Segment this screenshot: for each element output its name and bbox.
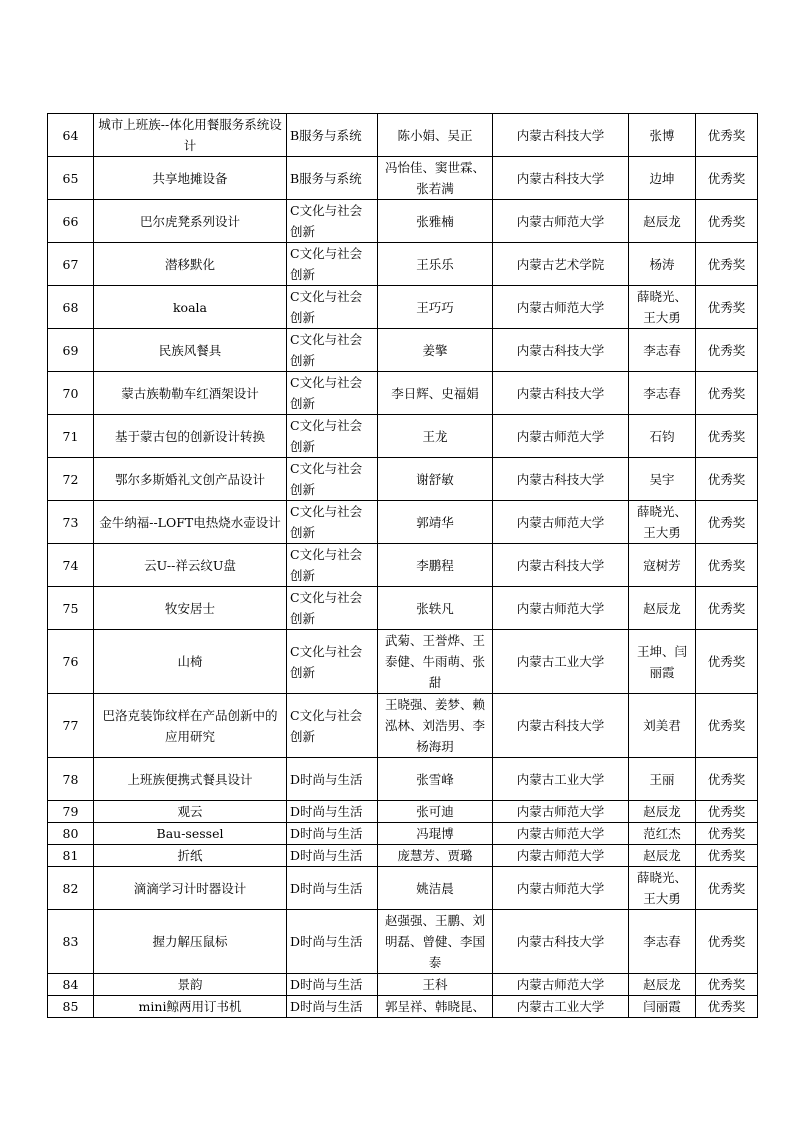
cell-award: 优秀奖 — [696, 286, 758, 329]
cell-advisor: 赵辰龙 — [629, 587, 696, 630]
cell-advisor: 张博 — [629, 114, 696, 157]
cell-category: D时尚与生活 — [287, 823, 378, 845]
table-row — [48, 544, 758, 587]
cell-category: C文化与社会创新 — [287, 372, 378, 415]
cell-no: 74 — [48, 544, 94, 587]
cell-school: 内蒙古科技大学 — [493, 694, 629, 758]
awards-table — [47, 113, 758, 1018]
cell-award: 优秀奖 — [696, 157, 758, 200]
table-row — [48, 996, 758, 1018]
cell-award: 优秀奖 — [696, 114, 758, 157]
cell-authors: 郭靖华 — [378, 501, 493, 544]
cell-title: 景韵 — [94, 974, 287, 996]
cell-award: 优秀奖 — [696, 910, 758, 974]
cell-authors: 冯怡佳、窦世霖、张若满 — [378, 157, 493, 200]
cell-title: 金牛纳福--LOFT电热烧水壶设计 — [94, 501, 287, 544]
cell-award: 优秀奖 — [696, 501, 758, 544]
table-row — [48, 587, 758, 630]
table-body — [48, 114, 758, 1018]
table-row — [48, 974, 758, 996]
cell-advisor: 赵辰龙 — [629, 200, 696, 243]
cell-authors: 张雅楠 — [378, 200, 493, 243]
cell-title: koala — [94, 286, 287, 329]
cell-no: 67 — [48, 243, 94, 286]
cell-category: D时尚与生活 — [287, 801, 378, 823]
table-row — [48, 910, 758, 974]
cell-title: 蒙古族勒勒车红酒架设计 — [94, 372, 287, 415]
cell-award: 优秀奖 — [696, 823, 758, 845]
cell-school: 内蒙古师范大学 — [493, 823, 629, 845]
cell-award: 优秀奖 — [696, 372, 758, 415]
cell-school: 内蒙古科技大学 — [493, 372, 629, 415]
cell-category: C文化与社会创新 — [287, 329, 378, 372]
cell-category: C文化与社会创新 — [287, 286, 378, 329]
cell-advisor: 杨涛 — [629, 243, 696, 286]
cell-no: 80 — [48, 823, 94, 845]
cell-award: 优秀奖 — [696, 458, 758, 501]
table-row — [48, 157, 758, 200]
table-row — [48, 501, 758, 544]
cell-title: Bau-sessel — [94, 823, 287, 845]
cell-category: C文化与社会创新 — [287, 587, 378, 630]
table-row — [48, 329, 758, 372]
cell-school: 内蒙古师范大学 — [493, 415, 629, 458]
cell-category: D时尚与生活 — [287, 910, 378, 974]
cell-title: 折纸 — [94, 845, 287, 867]
cell-award: 优秀奖 — [696, 801, 758, 823]
cell-award: 优秀奖 — [696, 200, 758, 243]
cell-award: 优秀奖 — [696, 630, 758, 694]
cell-advisor: 石钧 — [629, 415, 696, 458]
cell-school: 内蒙古工业大学 — [493, 996, 629, 1018]
cell-advisor: 李志春 — [629, 329, 696, 372]
cell-advisor: 刘美君 — [629, 694, 696, 758]
cell-authors: 郭呈祥、韩晓昆、 — [378, 996, 493, 1018]
cell-title: 城市上班族--体化用餐服务系统设计 — [94, 114, 287, 157]
cell-authors: 谢舒敏 — [378, 458, 493, 501]
cell-advisor: 边坤 — [629, 157, 696, 200]
cell-title: 观云 — [94, 801, 287, 823]
cell-title: 潜移默化 — [94, 243, 287, 286]
cell-authors: 张轶凡 — [378, 587, 493, 630]
table-row — [48, 243, 758, 286]
cell-no: 83 — [48, 910, 94, 974]
table-row — [48, 845, 758, 867]
cell-title: 共享地摊设备 — [94, 157, 287, 200]
cell-category: C文化与社会创新 — [287, 415, 378, 458]
cell-category: D时尚与生活 — [287, 996, 378, 1018]
cell-title: 握力解压鼠标 — [94, 910, 287, 974]
cell-advisor: 薛晓光、王大勇 — [629, 286, 696, 329]
cell-authors: 姜擎 — [378, 329, 493, 372]
cell-no: 84 — [48, 974, 94, 996]
cell-authors: 王巧巧 — [378, 286, 493, 329]
cell-authors: 王晓强、姜梦、赖泓林、刘浩男、李杨海玥 — [378, 694, 493, 758]
cell-title: 牧安居士 — [94, 587, 287, 630]
cell-advisor: 李志春 — [629, 910, 696, 974]
cell-advisor: 王坤、闫丽霞 — [629, 630, 696, 694]
cell-award: 优秀奖 — [696, 587, 758, 630]
cell-title: 山椅 — [94, 630, 287, 694]
cell-authors: 王科 — [378, 974, 493, 996]
cell-school: 内蒙古科技大学 — [493, 910, 629, 974]
cell-authors: 赵强强、王鹏、刘明磊、曾健、李国泰 — [378, 910, 493, 974]
cell-authors: 王乐乐 — [378, 243, 493, 286]
cell-award: 优秀奖 — [696, 544, 758, 587]
cell-authors: 李日辉、史福娟 — [378, 372, 493, 415]
cell-authors: 王龙 — [378, 415, 493, 458]
cell-no: 70 — [48, 372, 94, 415]
cell-school: 内蒙古师范大学 — [493, 974, 629, 996]
cell-no: 66 — [48, 200, 94, 243]
cell-award: 优秀奖 — [696, 329, 758, 372]
cell-advisor: 赵辰龙 — [629, 974, 696, 996]
cell-category: C文化与社会创新 — [287, 544, 378, 587]
cell-advisor: 赵辰龙 — [629, 801, 696, 823]
cell-school: 内蒙古科技大学 — [493, 114, 629, 157]
cell-title: 滴滴学习计时器设计 — [94, 867, 287, 910]
cell-title: 基于蒙古包的创新设计转换 — [94, 415, 287, 458]
cell-award: 优秀奖 — [696, 845, 758, 867]
table-row — [48, 286, 758, 329]
cell-school: 内蒙古科技大学 — [493, 458, 629, 501]
cell-award: 优秀奖 — [696, 758, 758, 801]
cell-category: C文化与社会创新 — [287, 200, 378, 243]
cell-title: 民族风餐具 — [94, 329, 287, 372]
cell-category: C文化与社会创新 — [287, 458, 378, 501]
cell-no: 75 — [48, 587, 94, 630]
cell-award: 优秀奖 — [696, 694, 758, 758]
cell-category: B服务与系统 — [287, 157, 378, 200]
cell-school: 内蒙古科技大学 — [493, 544, 629, 587]
cell-school: 内蒙古科技大学 — [493, 157, 629, 200]
cell-title: 云U--祥云纹U盘 — [94, 544, 287, 587]
cell-authors: 陈小娟、吴正 — [378, 114, 493, 157]
cell-no: 77 — [48, 694, 94, 758]
cell-authors: 李鹏程 — [378, 544, 493, 587]
cell-category: B服务与系统 — [287, 114, 378, 157]
table-row — [48, 867, 758, 910]
cell-category: D时尚与生活 — [287, 867, 378, 910]
cell-school: 内蒙古师范大学 — [493, 587, 629, 630]
cell-category: D时尚与生活 — [287, 758, 378, 801]
cell-advisor: 寇树芳 — [629, 544, 696, 587]
cell-title: 鄂尔多斯婚礼文创产品设计 — [94, 458, 287, 501]
cell-no: 73 — [48, 501, 94, 544]
cell-school: 内蒙古工业大学 — [493, 630, 629, 694]
cell-award: 优秀奖 — [696, 415, 758, 458]
cell-no: 78 — [48, 758, 94, 801]
cell-advisor: 吴宇 — [629, 458, 696, 501]
cell-category: D时尚与生活 — [287, 845, 378, 867]
cell-no: 82 — [48, 867, 94, 910]
cell-school: 内蒙古师范大学 — [493, 845, 629, 867]
cell-award: 优秀奖 — [696, 243, 758, 286]
cell-authors: 姚洁晨 — [378, 867, 493, 910]
cell-category: C文化与社会创新 — [287, 630, 378, 694]
table-row — [48, 758, 758, 801]
cell-category: C文化与社会创新 — [287, 501, 378, 544]
cell-award: 优秀奖 — [696, 974, 758, 996]
cell-school: 内蒙古师范大学 — [493, 867, 629, 910]
cell-category: C文化与社会创新 — [287, 243, 378, 286]
cell-school: 内蒙古师范大学 — [493, 200, 629, 243]
cell-no: 72 — [48, 458, 94, 501]
cell-school: 内蒙古师范大学 — [493, 501, 629, 544]
cell-no: 71 — [48, 415, 94, 458]
cell-category: D时尚与生活 — [287, 974, 378, 996]
cell-school: 内蒙古师范大学 — [493, 801, 629, 823]
cell-authors: 张可迪 — [378, 801, 493, 823]
cell-no: 81 — [48, 845, 94, 867]
cell-authors: 武菊、王誉烨、王泰健、牛雨萌、张甜 — [378, 630, 493, 694]
cell-advisor: 闫丽霞 — [629, 996, 696, 1018]
cell-award: 优秀奖 — [696, 996, 758, 1018]
cell-title: 巴洛克装饰纹样在产品创新中的应用研究 — [94, 694, 287, 758]
cell-title: mini鲸两用订书机 — [94, 996, 287, 1018]
cell-school: 内蒙古工业大学 — [493, 758, 629, 801]
cell-no: 76 — [48, 630, 94, 694]
table-row — [48, 823, 758, 845]
cell-title: 上班族便携式餐具设计 — [94, 758, 287, 801]
cell-no: 85 — [48, 996, 94, 1018]
cell-no: 79 — [48, 801, 94, 823]
table-row — [48, 801, 758, 823]
cell-school: 内蒙古艺术学院 — [493, 243, 629, 286]
cell-no: 69 — [48, 329, 94, 372]
cell-advisor: 李志春 — [629, 372, 696, 415]
table-row — [48, 458, 758, 501]
table-row — [48, 630, 758, 694]
cell-school: 内蒙古科技大学 — [493, 329, 629, 372]
cell-advisor: 赵辰龙 — [629, 845, 696, 867]
cell-no: 68 — [48, 286, 94, 329]
cell-advisor: 王丽 — [629, 758, 696, 801]
cell-advisor: 范红杰 — [629, 823, 696, 845]
cell-title: 巴尔虎凳系列设计 — [94, 200, 287, 243]
table-row — [48, 694, 758, 758]
cell-school: 内蒙古师范大学 — [493, 286, 629, 329]
cell-advisor: 薛晓光、王大勇 — [629, 867, 696, 910]
cell-category: C文化与社会创新 — [287, 694, 378, 758]
cell-award: 优秀奖 — [696, 867, 758, 910]
table-row — [48, 114, 758, 157]
table-row — [48, 415, 758, 458]
cell-authors: 庞慧芳、贾璐 — [378, 845, 493, 867]
table-row — [48, 200, 758, 243]
cell-authors: 冯琨博 — [378, 823, 493, 845]
cell-advisor: 薛晓光、王大勇 — [629, 501, 696, 544]
table-row — [48, 372, 758, 415]
cell-authors: 张雪峰 — [378, 758, 493, 801]
cell-no: 65 — [48, 157, 94, 200]
cell-no: 64 — [48, 114, 94, 157]
